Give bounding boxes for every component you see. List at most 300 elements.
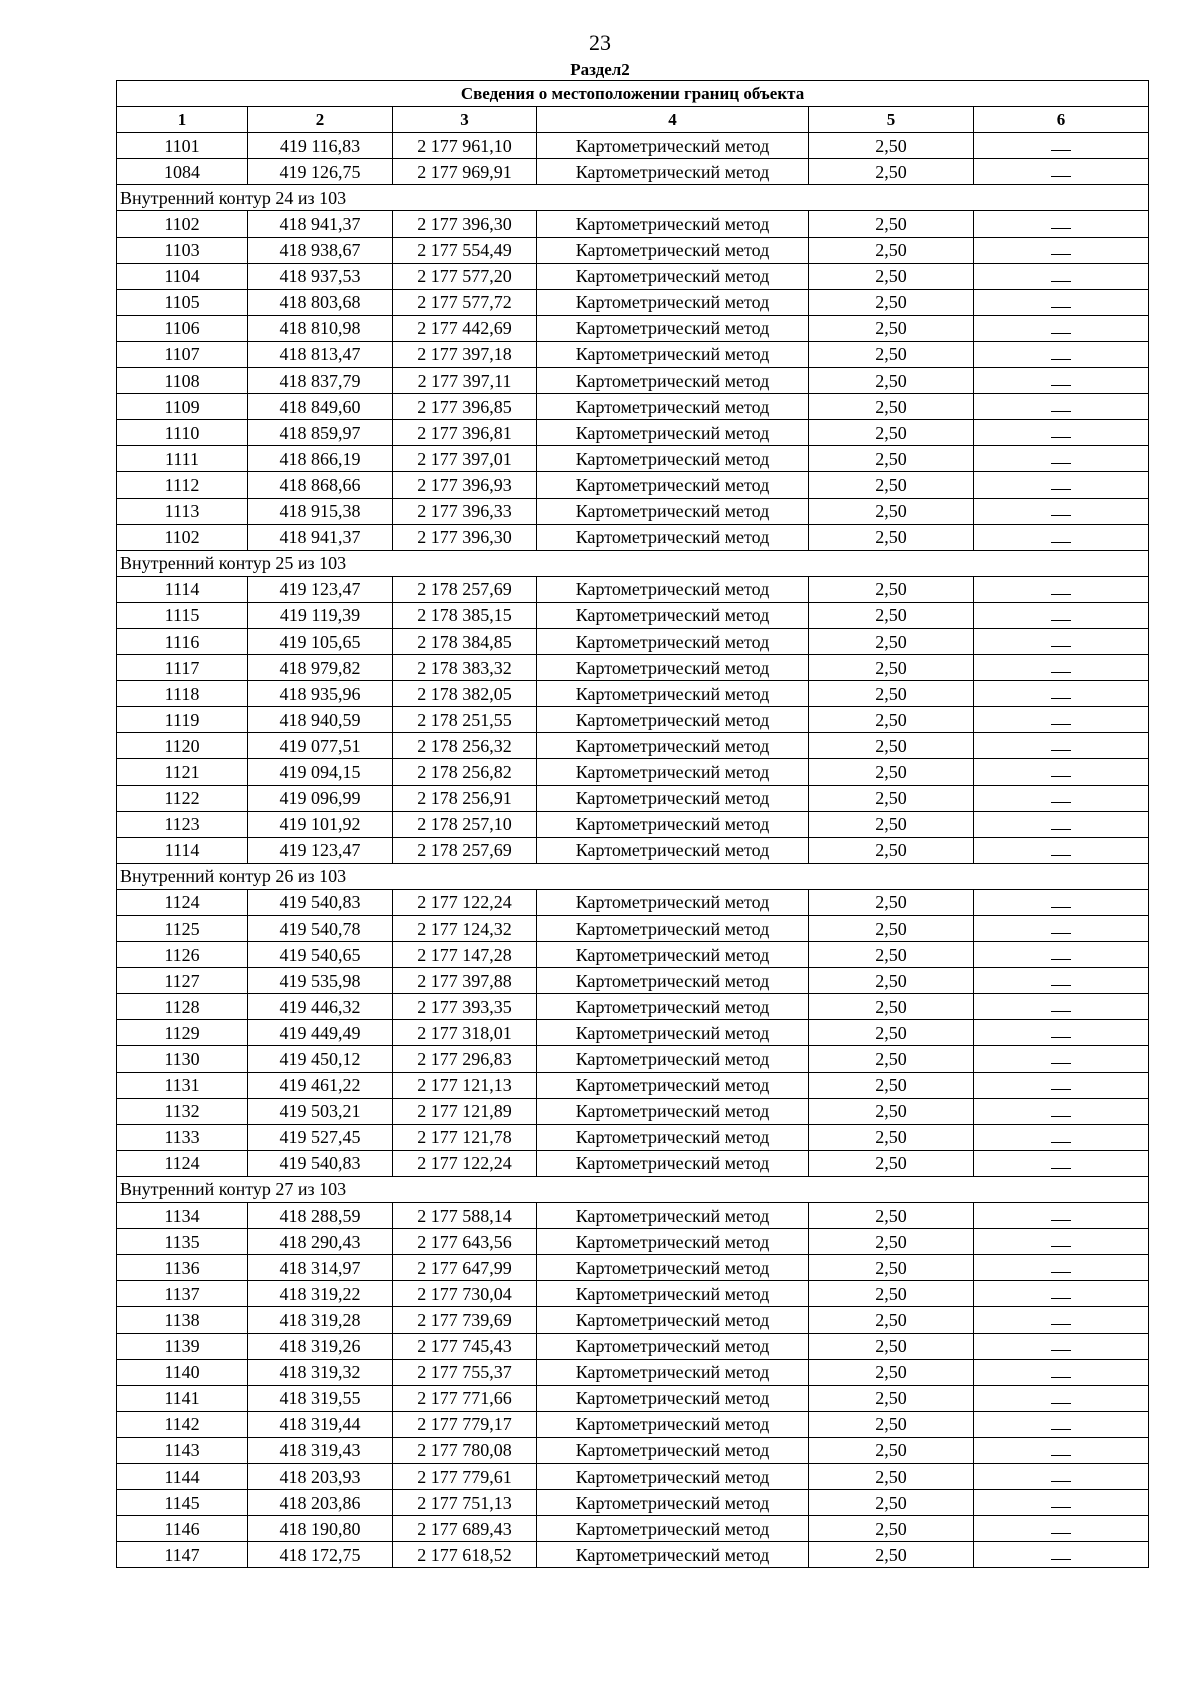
coordinate-x-cell: 418 172,75 xyxy=(248,1542,393,1568)
method-cell: Картометрический метод xyxy=(537,1516,809,1542)
method-cell: Картометрический метод xyxy=(537,1124,809,1150)
accuracy-cell: 2,50 xyxy=(809,1516,974,1542)
method-cell: Картометрический метод xyxy=(537,1490,809,1516)
dash-mark xyxy=(1051,1429,1071,1430)
point-number-cell: 1131 xyxy=(117,1072,248,1098)
point-number-cell: 1121 xyxy=(117,759,248,785)
method-cell: Картометрический метод xyxy=(537,420,809,446)
dash-mark xyxy=(1051,829,1071,830)
column-header: 5 xyxy=(809,107,974,133)
coordinate-x-cell: 418 810,98 xyxy=(248,315,393,341)
dash-mark xyxy=(1051,463,1071,464)
dash-mark xyxy=(1051,933,1071,934)
table-row xyxy=(117,1463,1149,1489)
table-row xyxy=(117,759,1149,785)
method-cell: Картометрический метод xyxy=(537,1203,809,1229)
coordinate-y-cell: 2 177 121,78 xyxy=(393,1124,537,1150)
coordinate-y-cell: 2 178 383,32 xyxy=(393,655,537,681)
table-row xyxy=(117,628,1149,654)
accuracy-cell: 2,50 xyxy=(809,1542,974,1568)
note-cell xyxy=(974,394,1149,420)
column-header: 4 xyxy=(537,107,809,133)
method-cell: Картометрический метод xyxy=(537,1098,809,1124)
note-cell xyxy=(974,681,1149,707)
table-row xyxy=(117,133,1149,159)
accuracy-cell: 2,50 xyxy=(809,785,974,811)
dash-mark xyxy=(1051,959,1071,960)
point-number-cell: 1107 xyxy=(117,341,248,367)
coordinate-y-cell: 2 178 256,91 xyxy=(393,785,537,811)
point-number-cell: 1141 xyxy=(117,1385,248,1411)
dash-mark xyxy=(1051,594,1071,595)
point-number-cell: 1147 xyxy=(117,1542,248,1568)
accuracy-cell: 2,50 xyxy=(809,472,974,498)
point-number-cell: 1110 xyxy=(117,420,248,446)
dash-mark xyxy=(1051,254,1071,255)
note-cell xyxy=(974,1385,1149,1411)
coordinate-x-cell: 418 868,66 xyxy=(248,472,393,498)
table-row xyxy=(117,498,1149,524)
dash-mark xyxy=(1051,1324,1071,1325)
coordinate-y-cell: 2 177 739,69 xyxy=(393,1307,537,1333)
coordinate-y-cell: 2 177 618,52 xyxy=(393,1542,537,1568)
note-cell xyxy=(974,211,1149,237)
note-cell xyxy=(974,1516,1149,1542)
method-cell: Картометрический метод xyxy=(537,602,809,628)
accuracy-cell: 2,50 xyxy=(809,420,974,446)
column-header: 2 xyxy=(248,107,393,133)
contour-header-row xyxy=(117,185,1149,211)
coordinate-x-cell: 418 937,53 xyxy=(248,263,393,289)
method-cell: Картометрический метод xyxy=(537,576,809,602)
coordinate-x-cell: 419 101,92 xyxy=(248,811,393,837)
method-cell: Картометрический метод xyxy=(537,785,809,811)
dash-mark xyxy=(1051,1507,1071,1508)
dash-mark xyxy=(1051,1246,1071,1247)
note-cell xyxy=(974,315,1149,341)
point-number-cell: 1120 xyxy=(117,733,248,759)
accuracy-cell: 2,50 xyxy=(809,341,974,367)
coordinate-y-cell: 2 178 257,10 xyxy=(393,811,537,837)
coordinate-x-cell: 418 203,93 xyxy=(248,1463,393,1489)
note-cell xyxy=(974,733,1149,759)
method-cell: Картометрический метод xyxy=(537,889,809,915)
contour-label: Внутренний контур 27 из 103 xyxy=(117,1176,1149,1202)
accuracy-cell: 2,50 xyxy=(809,1437,974,1463)
table-row xyxy=(117,707,1149,733)
coordinate-x-cell: 419 094,15 xyxy=(248,759,393,785)
coordinate-x-cell: 418 941,37 xyxy=(248,524,393,550)
method-cell: Картометрический метод xyxy=(537,1385,809,1411)
coordinate-y-cell: 2 177 755,37 xyxy=(393,1359,537,1385)
point-number-cell: 1144 xyxy=(117,1463,248,1489)
coordinate-y-cell: 2 177 779,17 xyxy=(393,1411,537,1437)
dash-mark xyxy=(1051,646,1071,647)
table-row xyxy=(117,811,1149,837)
note-cell xyxy=(974,628,1149,654)
point-number-cell: 1136 xyxy=(117,1255,248,1281)
table-row xyxy=(117,1516,1149,1542)
table-row xyxy=(117,1020,1149,1046)
dash-mark xyxy=(1051,150,1071,151)
point-number-cell: 1135 xyxy=(117,1229,248,1255)
note-cell xyxy=(974,759,1149,785)
table-row xyxy=(117,420,1149,446)
method-cell: Картометрический метод xyxy=(537,472,809,498)
coordinate-x-cell: 418 190,80 xyxy=(248,1516,393,1542)
method-cell: Картометрический метод xyxy=(537,446,809,472)
dash-mark xyxy=(1051,907,1071,908)
note-cell xyxy=(974,446,1149,472)
coordinate-x-cell: 419 077,51 xyxy=(248,733,393,759)
accuracy-cell: 2,50 xyxy=(809,968,974,994)
point-number-cell: 1128 xyxy=(117,994,248,1020)
point-number-cell: 1132 xyxy=(117,1098,248,1124)
coordinate-x-cell: 419 116,83 xyxy=(248,133,393,159)
note-cell xyxy=(974,811,1149,837)
note-cell xyxy=(974,133,1149,159)
accuracy-cell: 2,50 xyxy=(809,1255,974,1281)
accuracy-cell: 2,50 xyxy=(809,628,974,654)
accuracy-cell: 2,50 xyxy=(809,707,974,733)
table-row xyxy=(117,942,1149,968)
method-cell: Картометрический метод xyxy=(537,1307,809,1333)
dash-mark xyxy=(1051,855,1071,856)
note-cell xyxy=(974,524,1149,550)
dash-mark xyxy=(1051,1220,1071,1221)
method-cell: Картометрический метод xyxy=(537,681,809,707)
coordinate-x-cell: 419 449,49 xyxy=(248,1020,393,1046)
point-number-cell: 1102 xyxy=(117,524,248,550)
method-cell: Картометрический метод xyxy=(537,942,809,968)
note-cell xyxy=(974,1437,1149,1463)
table-caption-row xyxy=(117,81,1149,107)
dash-mark xyxy=(1051,1481,1071,1482)
point-number-cell: 1124 xyxy=(117,1150,248,1176)
table-row xyxy=(117,1072,1149,1098)
accuracy-cell: 2,50 xyxy=(809,1307,974,1333)
point-number-cell: 1145 xyxy=(117,1490,248,1516)
point-number-cell: 1117 xyxy=(117,655,248,681)
dash-mark xyxy=(1051,698,1071,699)
method-cell: Картометрический метод xyxy=(537,1359,809,1385)
point-number-cell: 1109 xyxy=(117,394,248,420)
note-cell xyxy=(974,1542,1149,1568)
method-cell: Картометрический метод xyxy=(537,211,809,237)
accuracy-cell: 2,50 xyxy=(809,1463,974,1489)
table-row xyxy=(117,889,1149,915)
coordinate-y-cell: 2 177 647,99 xyxy=(393,1255,537,1281)
coordinate-x-cell: 418 935,96 xyxy=(248,681,393,707)
note-cell xyxy=(974,1463,1149,1489)
method-cell: Картометрический метод xyxy=(537,524,809,550)
point-number-cell: 1139 xyxy=(117,1333,248,1359)
point-number-cell: 1130 xyxy=(117,1046,248,1072)
coordinate-x-cell: 418 319,44 xyxy=(248,1411,393,1437)
table-row xyxy=(117,1542,1149,1568)
coordinate-y-cell: 2 178 251,55 xyxy=(393,707,537,733)
coordinate-x-cell: 418 803,68 xyxy=(248,289,393,315)
table-row xyxy=(117,916,1149,942)
method-cell: Картометрический метод xyxy=(537,394,809,420)
table-row xyxy=(117,1490,1149,1516)
dash-mark xyxy=(1051,307,1071,308)
coordinate-y-cell: 2 177 396,30 xyxy=(393,524,537,550)
point-number-cell: 1126 xyxy=(117,942,248,968)
coordinate-y-cell: 2 177 396,30 xyxy=(393,211,537,237)
point-number-cell: 1123 xyxy=(117,811,248,837)
point-number-cell: 1138 xyxy=(117,1307,248,1333)
note-cell xyxy=(974,994,1149,1020)
accuracy-cell: 2,50 xyxy=(809,1150,974,1176)
point-number-cell: 1118 xyxy=(117,681,248,707)
column-header: 6 xyxy=(974,107,1149,133)
table-caption: Сведения о местоположении границ объекта xyxy=(117,81,1149,107)
accuracy-cell: 2,50 xyxy=(809,1098,974,1124)
coordinate-y-cell: 2 177 577,20 xyxy=(393,263,537,289)
coordinate-y-cell: 2 177 745,43 xyxy=(393,1333,537,1359)
contour-label: Внутренний контур 24 из 103 xyxy=(117,185,1149,211)
coordinate-x-cell: 418 290,43 xyxy=(248,1229,393,1255)
column-number-row xyxy=(117,107,1149,133)
dash-mark xyxy=(1051,750,1071,751)
table-row xyxy=(117,446,1149,472)
method-cell: Картометрический метод xyxy=(537,1411,809,1437)
coordinate-y-cell: 2 177 397,88 xyxy=(393,968,537,994)
coordinate-y-cell: 2 177 588,14 xyxy=(393,1203,537,1229)
table-row xyxy=(117,733,1149,759)
coordinate-x-cell: 419 527,45 xyxy=(248,1124,393,1150)
dash-mark xyxy=(1051,359,1071,360)
point-number-cell: 1084 xyxy=(117,159,248,185)
table-row xyxy=(117,1359,1149,1385)
coordinate-y-cell: 2 178 384,85 xyxy=(393,628,537,654)
dash-mark xyxy=(1051,176,1071,177)
accuracy-cell: 2,50 xyxy=(809,1490,974,1516)
accuracy-cell: 2,50 xyxy=(809,394,974,420)
table-row xyxy=(117,994,1149,1020)
dash-mark xyxy=(1051,1037,1071,1038)
point-number-cell: 1137 xyxy=(117,1281,248,1307)
coordinate-x-cell: 419 461,22 xyxy=(248,1072,393,1098)
accuracy-cell: 2,50 xyxy=(809,1124,974,1150)
dash-mark xyxy=(1051,411,1071,412)
accuracy-cell: 2,50 xyxy=(809,1281,974,1307)
note-cell xyxy=(974,602,1149,628)
contour-header-row xyxy=(117,550,1149,576)
note-cell xyxy=(974,916,1149,942)
coordinate-x-cell: 419 105,65 xyxy=(248,628,393,654)
accuracy-cell: 2,50 xyxy=(809,446,974,472)
accuracy-cell: 2,50 xyxy=(809,576,974,602)
note-cell xyxy=(974,368,1149,394)
coordinate-x-cell: 418 979,82 xyxy=(248,655,393,681)
table-row xyxy=(117,655,1149,681)
coordinate-y-cell: 2 177 961,10 xyxy=(393,133,537,159)
point-number-cell: 1103 xyxy=(117,237,248,263)
coordinate-x-cell: 419 126,75 xyxy=(248,159,393,185)
point-number-cell: 1133 xyxy=(117,1124,248,1150)
note-cell xyxy=(974,1333,1149,1359)
coordinate-y-cell: 2 178 257,69 xyxy=(393,837,537,863)
note-cell xyxy=(974,1281,1149,1307)
note-cell xyxy=(974,576,1149,602)
coordinate-x-cell: 418 941,37 xyxy=(248,211,393,237)
note-cell xyxy=(974,263,1149,289)
method-cell: Картометрический метод xyxy=(537,655,809,681)
table-row xyxy=(117,472,1149,498)
coordinate-y-cell: 2 177 397,11 xyxy=(393,368,537,394)
accuracy-cell: 2,50 xyxy=(809,994,974,1020)
method-cell: Картометрический метод xyxy=(537,994,809,1020)
coordinate-y-cell: 2 177 318,01 xyxy=(393,1020,537,1046)
dash-mark xyxy=(1051,1116,1071,1117)
accuracy-cell: 2,50 xyxy=(809,759,974,785)
accuracy-cell: 2,50 xyxy=(809,289,974,315)
method-cell: Картометрический метод xyxy=(537,837,809,863)
point-number-cell: 1142 xyxy=(117,1411,248,1437)
dash-mark xyxy=(1051,228,1071,229)
table-body xyxy=(117,133,1149,1568)
dash-mark xyxy=(1051,724,1071,725)
note-cell xyxy=(974,1150,1149,1176)
coordinate-y-cell: 2 178 257,69 xyxy=(393,576,537,602)
coordinate-x-cell: 419 503,21 xyxy=(248,1098,393,1124)
coordinate-y-cell: 2 177 122,24 xyxy=(393,1150,537,1176)
coordinate-x-cell: 418 940,59 xyxy=(248,707,393,733)
coordinate-x-cell: 419 446,32 xyxy=(248,994,393,1020)
table-row xyxy=(117,1333,1149,1359)
dash-mark xyxy=(1051,1559,1071,1560)
coordinate-y-cell: 2 177 730,04 xyxy=(393,1281,537,1307)
point-number-cell: 1124 xyxy=(117,889,248,915)
dash-mark xyxy=(1051,1403,1071,1404)
table-row xyxy=(117,1046,1149,1072)
coordinate-x-cell: 418 319,22 xyxy=(248,1281,393,1307)
note-cell xyxy=(974,707,1149,733)
note-cell xyxy=(974,968,1149,994)
accuracy-cell: 2,50 xyxy=(809,133,974,159)
dash-mark xyxy=(1051,1011,1071,1012)
table-row xyxy=(117,524,1149,550)
point-number-cell: 1125 xyxy=(117,916,248,942)
dash-mark xyxy=(1051,1168,1071,1169)
point-number-cell: 1114 xyxy=(117,576,248,602)
coordinate-x-cell: 419 119,39 xyxy=(248,602,393,628)
point-number-cell: 1115 xyxy=(117,602,248,628)
accuracy-cell: 2,50 xyxy=(809,315,974,341)
method-cell: Картометрический метод xyxy=(537,811,809,837)
coordinate-x-cell: 418 319,26 xyxy=(248,1333,393,1359)
dash-mark xyxy=(1051,333,1071,334)
point-number-cell: 1112 xyxy=(117,472,248,498)
point-number-cell: 1116 xyxy=(117,628,248,654)
coordinate-x-cell: 418 203,86 xyxy=(248,1490,393,1516)
coordinate-y-cell: 2 177 643,56 xyxy=(393,1229,537,1255)
contour-header-row xyxy=(117,863,1149,889)
coordinate-x-cell: 418 849,60 xyxy=(248,394,393,420)
coordinate-x-cell: 418 319,55 xyxy=(248,1385,393,1411)
dash-mark xyxy=(1051,776,1071,777)
accuracy-cell: 2,50 xyxy=(809,1229,974,1255)
note-cell xyxy=(974,1072,1149,1098)
method-cell: Картометрический метод xyxy=(537,133,809,159)
dash-mark xyxy=(1051,620,1071,621)
accuracy-cell: 2,50 xyxy=(809,1072,974,1098)
coordinate-x-cell: 419 535,98 xyxy=(248,968,393,994)
accuracy-cell: 2,50 xyxy=(809,655,974,681)
accuracy-cell: 2,50 xyxy=(809,942,974,968)
method-cell: Картометрический метод xyxy=(537,628,809,654)
table-row xyxy=(117,394,1149,420)
table-row xyxy=(117,1150,1149,1176)
note-cell xyxy=(974,1098,1149,1124)
point-number-cell: 1113 xyxy=(117,498,248,524)
dash-mark xyxy=(1051,1377,1071,1378)
table-row xyxy=(117,1281,1149,1307)
coordinate-y-cell: 2 177 554,49 xyxy=(393,237,537,263)
accuracy-cell: 2,50 xyxy=(809,263,974,289)
method-cell: Картометрический метод xyxy=(537,1255,809,1281)
coordinate-y-cell: 2 178 382,05 xyxy=(393,681,537,707)
coordinate-y-cell: 2 177 296,83 xyxy=(393,1046,537,1072)
coordinate-y-cell: 2 177 147,28 xyxy=(393,942,537,968)
note-cell xyxy=(974,1124,1149,1150)
coordinate-y-cell: 2 177 689,43 xyxy=(393,1516,537,1542)
accuracy-cell: 2,50 xyxy=(809,889,974,915)
table-row xyxy=(117,1437,1149,1463)
method-cell: Картометрический метод xyxy=(537,1542,809,1568)
coordinate-y-cell: 2 178 385,15 xyxy=(393,602,537,628)
accuracy-cell: 2,50 xyxy=(809,1333,974,1359)
note-cell xyxy=(974,1020,1149,1046)
point-number-cell: 1114 xyxy=(117,837,248,863)
table-row xyxy=(117,968,1149,994)
coordinate-y-cell: 2 177 396,85 xyxy=(393,394,537,420)
note-cell xyxy=(974,1229,1149,1255)
coordinate-y-cell: 2 177 396,81 xyxy=(393,420,537,446)
dash-mark xyxy=(1051,1089,1071,1090)
point-number-cell: 1134 xyxy=(117,1203,248,1229)
table-row xyxy=(117,681,1149,707)
table-row xyxy=(117,1098,1149,1124)
column-header: 3 xyxy=(393,107,537,133)
coordinate-y-cell: 2 177 969,91 xyxy=(393,159,537,185)
accuracy-cell: 2,50 xyxy=(809,1203,974,1229)
table-row xyxy=(117,602,1149,628)
point-number-cell: 1140 xyxy=(117,1359,248,1385)
accuracy-cell: 2,50 xyxy=(809,1046,974,1072)
coordinate-y-cell: 2 177 396,93 xyxy=(393,472,537,498)
coordinate-x-cell: 418 319,28 xyxy=(248,1307,393,1333)
table-row xyxy=(117,211,1149,237)
method-cell: Картометрический метод xyxy=(537,1046,809,1072)
table-row xyxy=(117,289,1149,315)
method-cell: Картометрический метод xyxy=(537,237,809,263)
point-number-cell: 1105 xyxy=(117,289,248,315)
accuracy-cell: 2,50 xyxy=(809,602,974,628)
table-row xyxy=(117,837,1149,863)
table-row xyxy=(117,1124,1149,1150)
dash-mark xyxy=(1051,802,1071,803)
coordinate-x-cell: 418 938,67 xyxy=(248,237,393,263)
method-cell: Картометрический метод xyxy=(537,1463,809,1489)
note-cell xyxy=(974,472,1149,498)
coordinate-x-cell: 418 837,79 xyxy=(248,368,393,394)
accuracy-cell: 2,50 xyxy=(809,237,974,263)
boundary-coordinates-table xyxy=(116,80,1149,1568)
accuracy-cell: 2,50 xyxy=(809,1359,974,1385)
